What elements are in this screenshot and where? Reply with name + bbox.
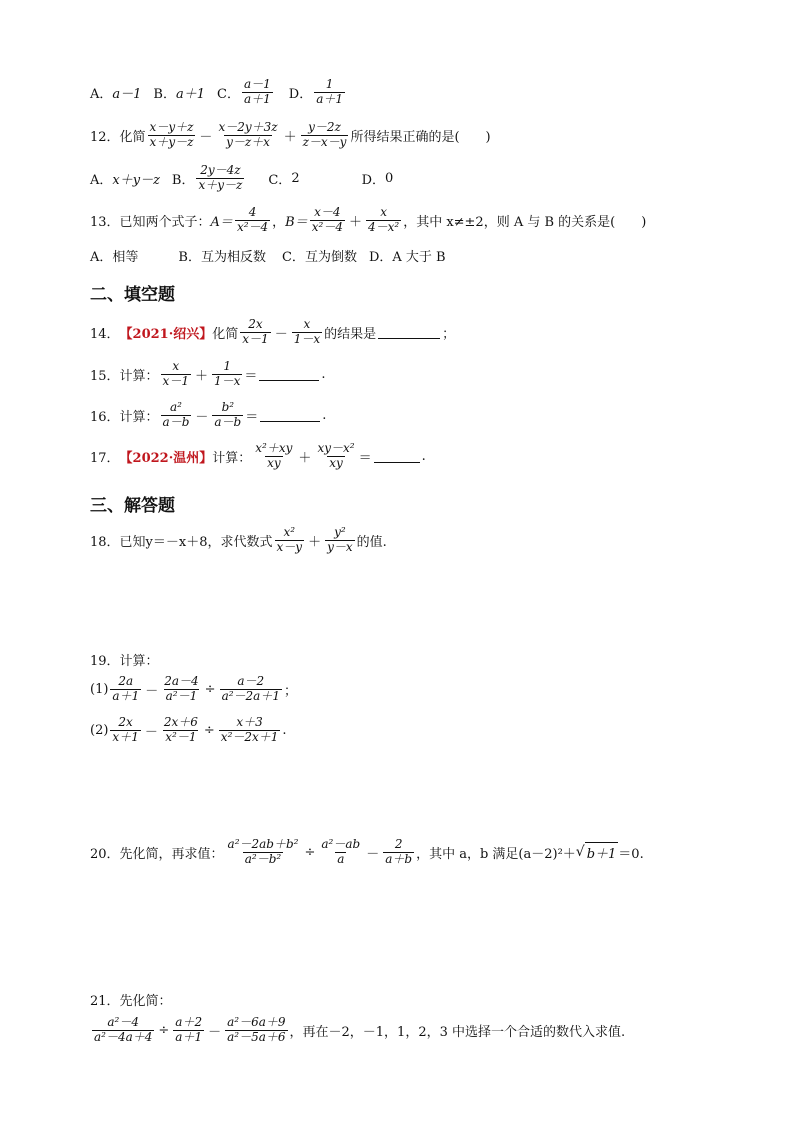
- option-c-label: C．: [281, 250, 305, 265]
- option-a-text: 相等: [112, 250, 139, 265]
- q18-fraction-1: $\frac{\text{x²}}{x-y}$: [276, 525, 303, 554]
- source-tag: 【2021·绍兴】: [119, 326, 213, 342]
- q12-suffix: 所得结果正确的是( ): [350, 129, 491, 145]
- option-c-label: C．: [217, 86, 240, 102]
- option-d-text: A 大于 B: [392, 250, 446, 265]
- option-b-label: B．: [153, 86, 176, 102]
- sqrt-icon: √: [575, 844, 585, 861]
- q21-title: 21．先化简：: [90, 994, 172, 1009]
- option-c-fraction: $\frac{a-1}{a+1}$: [243, 77, 271, 106]
- q12-prefix: 12．化简: [90, 129, 146, 145]
- q18-fraction-2: $\frac{\text{y²}}{y-x}$: [327, 525, 353, 554]
- option-a-label: A．: [90, 250, 113, 265]
- answer-blank[interactable]: [260, 409, 320, 422]
- option-c-text: 2: [291, 170, 300, 186]
- option-b-label: B．: [178, 250, 201, 265]
- q16-fraction-1: $\frac{\text{a²}}{a-b}$: [162, 400, 190, 429]
- q18-question: 18．已知y＝－x＋8，求代数式 $\frac{\text{x²}}{x-y}$ ＋ $\frac{\text{y²}}{y-x}$ 的值.: [90, 525, 387, 554]
- q13-options: [90, 246, 446, 265]
- option-a-label: A．: [90, 172, 113, 188]
- q13-fraction-b1: $\frac{x-4}{\text{x²－4}}$: [311, 205, 343, 234]
- q16-fraction-2: $\frac{\text{b²}}{a-b}$: [214, 400, 242, 429]
- q12-fraction-2: $\frac{x-2y+3z}{y-z+x}$: [218, 120, 278, 149]
- source-tag: 【2022·温州】: [119, 450, 213, 466]
- answer-blank[interactable]: [259, 368, 319, 381]
- section-heading-solve: 三、解答题: [90, 496, 175, 516]
- q19-title: 19．计算：: [90, 654, 159, 669]
- q17-fraction-1: $\frac{\text{x²＋xy}}{xy}$: [255, 441, 293, 470]
- q12-question: 12．化简 $\frac{x-y+z}{x+y-z}$ － $\frac{x-2y+3z}{y-z+x}$ ＋ $\frac{y-2z}{z-x-y}$ 所得结果正确的是( ): [90, 120, 491, 149]
- section-heading-fill-in: 二、填空题: [90, 285, 175, 305]
- q11-options: [90, 78, 347, 107]
- option-d-text: 0: [385, 170, 394, 186]
- option-b-text: a＋1: [175, 86, 206, 102]
- q12-options: [90, 164, 393, 193]
- option-a-text: x＋y－z: [112, 172, 160, 188]
- option-d-label: D．: [288, 86, 313, 102]
- option-d-label: D．: [361, 172, 386, 188]
- q17-question: 17． 【2022·温州】 计算： $\frac{\text{x²＋xy}}{xy}$ ＋ $\frac{\text{xy－x²}}{xy}$ ＝ .: [90, 441, 426, 470]
- q13-prefix: 13．已知两个式子：: [90, 214, 211, 230]
- q16-question: 16．计算： $\frac{\text{a²}}{a-b}$ － $\frac{\text{b²}}{a-b}$ ＝ .: [90, 400, 327, 429]
- option-b-text: 互为相反数: [200, 250, 266, 265]
- q15-fraction-2: $\frac{1}{1-x}$: [213, 359, 241, 388]
- q13-suffix: ，其中 x≠±2，则 A 与 B 的关系是( ): [403, 214, 647, 230]
- option-a-label: A．: [90, 86, 113, 102]
- option-d-label: D．: [368, 250, 393, 265]
- q15-fraction-1: $\frac{x}{x-1}$: [162, 359, 189, 388]
- q13-fraction-a: $\frac{4}{\text{x²－4}}$: [236, 205, 269, 234]
- q13-question: 13．已知两个式子： A＝ $\frac{4}{\text{x²－4}}$ ， B＝ $\frac{x-4}{\text{x²－4}}$ ＋ $\frac{x}{\text{4－x²}}$ ，其中 x≠±2，则 A 与 B 的关系是( ): [90, 205, 647, 234]
- option-c-text: 互为倒数: [304, 250, 357, 265]
- q20-question: 20．先化简，再求值： $\frac{\text{a²－2ab＋b²}}{\text{a²－b²}}$ ÷ $\frac{\text{a²－ab}}{a}$ － $\frac{2}{a+b}$ ，其中 a，b 满足(a－2)²＋ √ b＋1 ＝0.: [90, 837, 644, 866]
- q14-fraction-2: $\frac{x}{1-x}$: [293, 317, 321, 346]
- q19-part-2: (2) $\frac{2x}{x+1}$ － $\frac{2x+6}{\text{x²－1}}$ ÷ $\frac{x+3}{\text{x²－2x＋1}}$ .: [90, 715, 287, 744]
- q13-fraction-b2: $\frac{x}{\text{4－x²}}$: [367, 205, 400, 234]
- q19-part-1: (1) $\frac{2a}{a+1}$ － $\frac{2a-4}{\text{a²－1}}$ ÷ $\frac{a-2}{\text{a²－2a＋1}}$ ；: [90, 674, 297, 703]
- q21-expression: $\frac{\text{a²－4}}{\text{a²－4a＋4}}$ ÷ $\frac{a+2}{a+1}$ － $\frac{\text{a²－6a＋9}}{\text{a²－5a＋6}}$ ，再在－2，－1，1，2，3 中选择一个合适的数代入求值.: [94, 1015, 626, 1044]
- q12-fraction-1: $\frac{x-y+z}{x+y-z}$: [149, 120, 194, 149]
- option-d-fraction: $\frac{1}{a+1}$: [316, 77, 343, 106]
- option-b-label: B．: [171, 172, 195, 188]
- option-c-label: C．: [268, 172, 292, 188]
- q12-fraction-3: $\frac{y-2z}{z-x-y}$: [302, 120, 347, 149]
- option-b-fraction: $\frac{2y-4z}{x+y-z}$: [198, 163, 243, 192]
- answer-blank[interactable]: [378, 326, 440, 339]
- q14-fraction-1: $\frac{2x}{x-1}$: [242, 317, 269, 346]
- answer-blank[interactable]: [374, 450, 420, 463]
- q17-fraction-2: $\frac{\text{xy－x²}}{xy}$: [317, 441, 355, 470]
- q15-question: 15．计算： $\frac{x}{x-1}$ ＋ $\frac{1}{1-x}$ ＝ .: [90, 359, 326, 388]
- q14-question: 14． 【2021·绍兴】 化简 $\frac{2x}{x-1}$ － $\frac{x}{1-x}$ 的结果是 ；: [90, 317, 456, 346]
- option-a-text: a－1: [112, 86, 142, 102]
